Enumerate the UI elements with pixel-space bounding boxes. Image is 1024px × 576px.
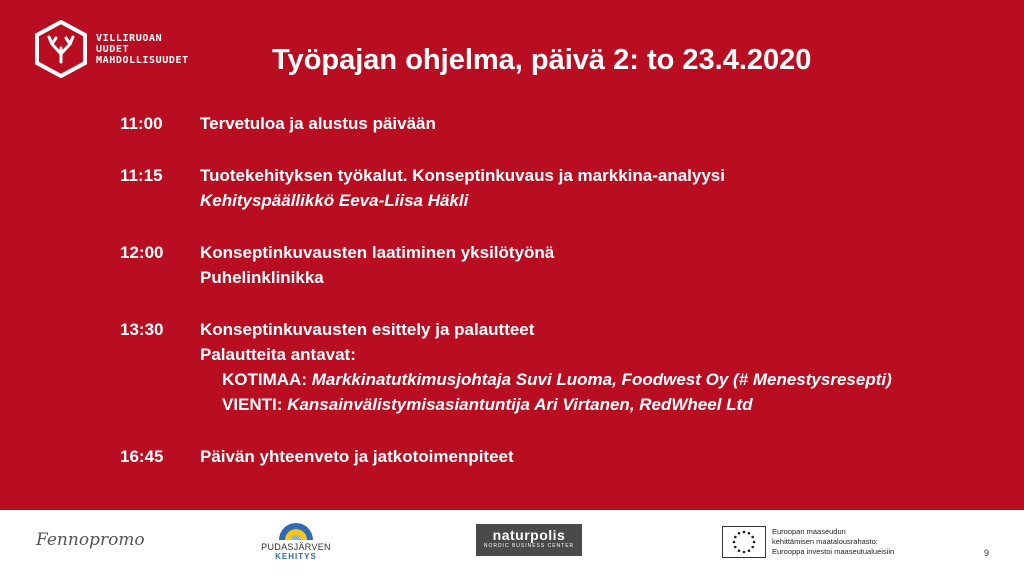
eu-text: [772, 527, 894, 557]
feedback-label: VIENTI:: [222, 395, 283, 414]
agenda-text: Tervetuloa ja alustus päivään: [200, 114, 436, 133]
logo-line: UUDET: [96, 43, 130, 55]
agenda-text: Palautteita antavat:: [200, 345, 356, 364]
feedback-label: KOTIMAA:: [222, 370, 307, 389]
eu-funding-logo: [722, 526, 894, 558]
agenda-text: Konseptinkuvausten laatiminen yksilötyönä: [200, 243, 555, 262]
agenda: [120, 111, 892, 469]
agenda-time: 11:15: [120, 166, 163, 185]
logo-text: [96, 33, 189, 66]
feedback-giver: [200, 392, 892, 417]
naturpolis-logo: [476, 524, 582, 556]
feedback-person: Markkinatutkimusjohtaja Suvi Luoma, Foodwest Oy (# Menestysresepti): [311, 370, 892, 389]
feedback-giver: [200, 367, 892, 392]
page-title: Työpajan ohjelma, päivä 2: to 23.4.2020: [272, 44, 812, 76]
agenda-item: [120, 240, 892, 290]
eu-line: kehittämisen maatalousrahasto:: [772, 537, 878, 546]
agenda-item: [120, 317, 892, 417]
agenda-text: Päivän yhteenveto ja jatkotoimenpiteet: [200, 447, 514, 466]
agenda-time: 16:45: [120, 447, 164, 466]
eu-line: Euroopan maaseudun: [772, 527, 846, 536]
antler-logo-icon: [34, 20, 88, 78]
agenda-speaker: Kehityspäällikkö Eeva-Liisa Häkli: [200, 191, 469, 210]
agenda-item: [120, 111, 892, 136]
eu-flag-icon: [722, 526, 766, 558]
agenda-item: [120, 163, 892, 213]
agenda-time: 13:30: [120, 320, 164, 339]
agenda-time: 12:00: [120, 243, 164, 262]
naturpolis-tagline: NORDIC BUSINESS CENTER: [483, 543, 575, 549]
pudasjarvi-line1: PUDASJÄRVEN: [261, 542, 331, 552]
pudasjarvi-line2: KEHITYS: [275, 552, 317, 561]
pudasjarvi-emblem-icon: [277, 520, 315, 540]
logo-line: MAHDOLLISUUDET: [96, 54, 189, 66]
page-number: 9: [984, 548, 990, 558]
agenda-item: [120, 444, 892, 469]
fennopromo-logo: Fennopromo: [36, 530, 145, 550]
agenda-text: Puhelinklinikka: [200, 268, 324, 287]
agenda-text: Tuotekehityksen työkalut. Konseptinkuvaus ja markkina-analyysi: [200, 166, 725, 185]
logo-line: VILLIRUOAN: [96, 32, 163, 44]
logo: [34, 20, 189, 78]
feedback-person: Kansainvälistymisasiantuntija Ari Virtanen, RedWheel Ltd: [287, 395, 753, 414]
naturpolis-name: naturpolis: [492, 527, 566, 543]
pudasjarvi-logo: [256, 520, 336, 561]
agenda-time: 11:00: [120, 114, 163, 133]
agenda-text: Konseptinkuvausten esittely ja palautteet: [200, 320, 535, 339]
eu-line: Eurooppa investoi maaseutualueisiin: [772, 547, 895, 556]
